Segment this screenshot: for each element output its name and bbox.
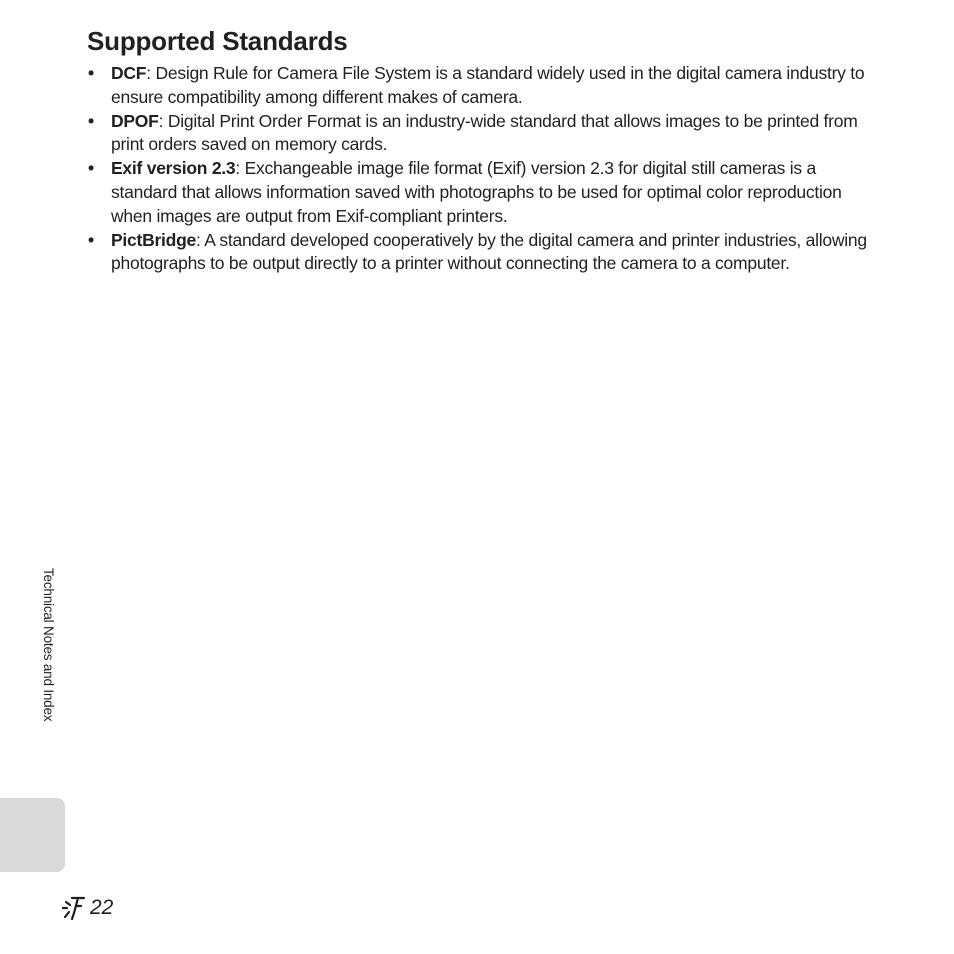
- list-item: [87, 110, 877, 158]
- list-item: [87, 157, 877, 228]
- bullet: •: [88, 229, 94, 250]
- standard-description: : Design Rule for Camera File System is a standard widely used in the digital camera industry to ensure compatibility among different makes of camera.: [111, 63, 865, 107]
- standard-term: DPOF: [111, 110, 159, 131]
- list-item: [87, 62, 877, 110]
- bullet: •: [88, 158, 94, 179]
- standard-description: : Digital Print Order Format is an industry-wide standard that allows images to be printed from print orders saved on memory cards.: [111, 110, 858, 155]
- standards-list: [87, 62, 877, 276]
- list-item: [87, 229, 877, 277]
- side-tab-label: Technical Notes and Index: [41, 568, 56, 722]
- standard-description: : Exchangeable image file format (Exif) version 2.3 for digital still cameras is a standard that allows information saved with photographs to be used for optimal color reproduction when images are output from Exif-compliant printers.: [111, 158, 842, 226]
- standard-description: : A standard developed cooperatively by the digital camera and printer industries, allowing photographs to be output directly to a printer without connecting the camera to a computer.: [111, 229, 867, 274]
- standard-term: DCF: [111, 63, 147, 83]
- bullet: •: [88, 63, 94, 83]
- standard-term: PictBridge: [111, 229, 197, 250]
- page-title: Supported Standards: [87, 26, 348, 56]
- reference-section-icon: [62, 895, 88, 921]
- page-number-text: 22: [90, 896, 114, 919]
- bullet: •: [88, 110, 94, 131]
- standard-term: Exif version 2.3: [111, 158, 236, 179]
- page-number: [62, 893, 113, 923]
- section-tab: [0, 798, 65, 872]
